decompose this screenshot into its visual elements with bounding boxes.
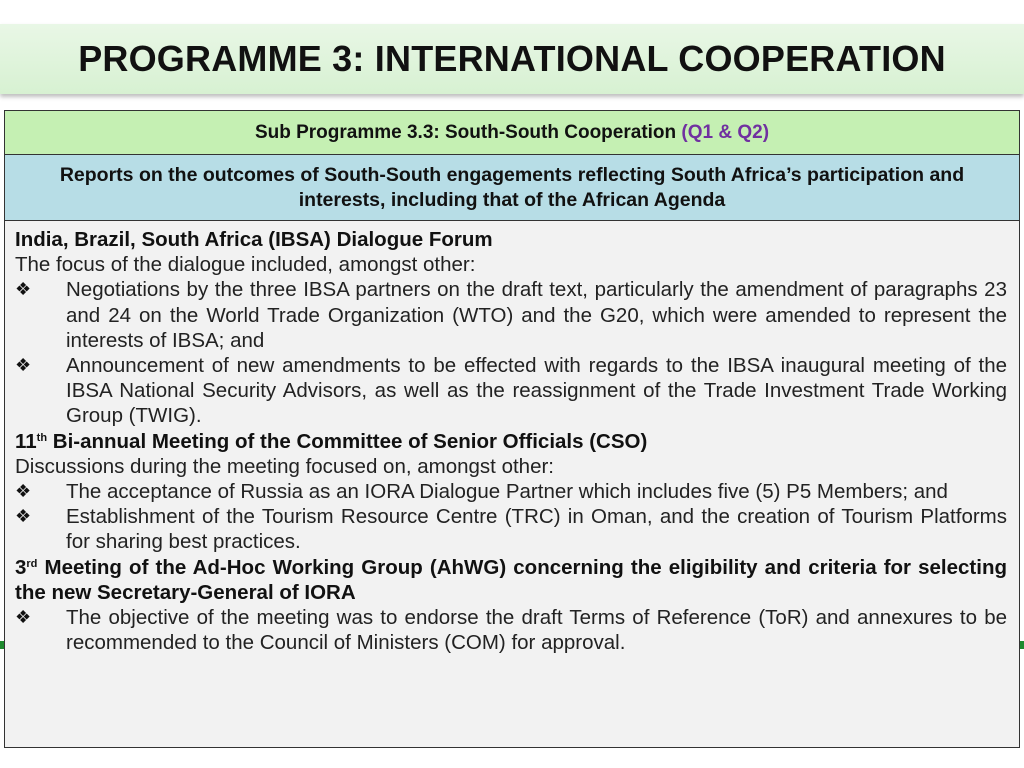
diamond-bullet-icon: ❖ (15, 279, 32, 300)
list-item-text: Establishment of the Tourism Resource Centre (TRC) in Oman, and the creation of Tourism Platforms for sharing best practices. (66, 505, 1007, 554)
list-item (15, 277, 1007, 353)
diamond-bullet-icon: ❖ (15, 355, 32, 376)
section-intro: The focus of the dialogue included, amongst other: (15, 253, 476, 277)
report-body (5, 221, 1019, 655)
report-heading: Reports on the outcomes of South-South engagements reflecting South Africa’s participation and interests, including that of the African Agenda (59, 163, 965, 211)
list-item (15, 353, 1007, 429)
list-item (15, 504, 1007, 554)
heading-ordinal: rd (26, 557, 38, 570)
list-item (15, 479, 1007, 504)
heading-text: Bi-annual Meeting of the Committee of Senior Officials (CSO) (47, 429, 648, 453)
section-heading-ibsa: India, Brazil, South Africa (IBSA) Dialogue Forum (15, 228, 493, 251)
list-item-text: The acceptance of Russia as an IORA Dialogue Partner which includes five (5) P5 Members; and (66, 480, 948, 504)
title-bar (0, 24, 1024, 94)
diamond-bullet-icon: ❖ (15, 506, 32, 527)
diamond-bullet-icon: ❖ (15, 607, 32, 628)
section-heading-cso (15, 429, 1007, 454)
list-item-text: Negotiations by the three IBSA partners on the draft text, particularly the amendment of paragraphs 23 and 24 on the World Trade Organization (WTO) and the G20, which were amended to represent the interests of IBSA; and (66, 278, 1007, 352)
section-intro: Discussions during the meeting focused on, amongst other: (15, 454, 554, 478)
heading-number: 3 (15, 555, 27, 579)
diamond-bullet-icon: ❖ (15, 481, 32, 502)
list-item-text: Announcement of new amendments to be effected with regards to the IBSA inaugural meeting of the IBSA National Security Advisors, as well as the reassignment of the Trade Investment Trade Working Group (TWIG). (66, 354, 1007, 428)
section-heading-ahwg (15, 555, 1007, 605)
heading-text: Meeting of the Ad-Hoc Working Group (AhWG) concerning the eligibility and criteria for selecting the new Secretary-General of IORA (15, 555, 1007, 604)
quarters-label: (Q1 & Q2) (681, 121, 770, 143)
report-heading-row (5, 155, 1019, 221)
list-item-text: The objective of the meeting was to endorse the draft Terms of Reference (ToR) and annexures to be recommended to the Council of Ministers (COM) for approval. (66, 606, 1007, 655)
slide-title: PROGRAMME 3: INTERNATIONAL COOPERATION (78, 38, 946, 79)
subprogramme-label: Sub Programme 3.3: South-South Cooperation (254, 121, 677, 143)
heading-number: 11 (15, 429, 37, 453)
subprogramme-row (5, 111, 1019, 155)
content-table (4, 110, 1020, 748)
heading-ordinal: th (36, 431, 48, 444)
list-item (15, 605, 1007, 655)
